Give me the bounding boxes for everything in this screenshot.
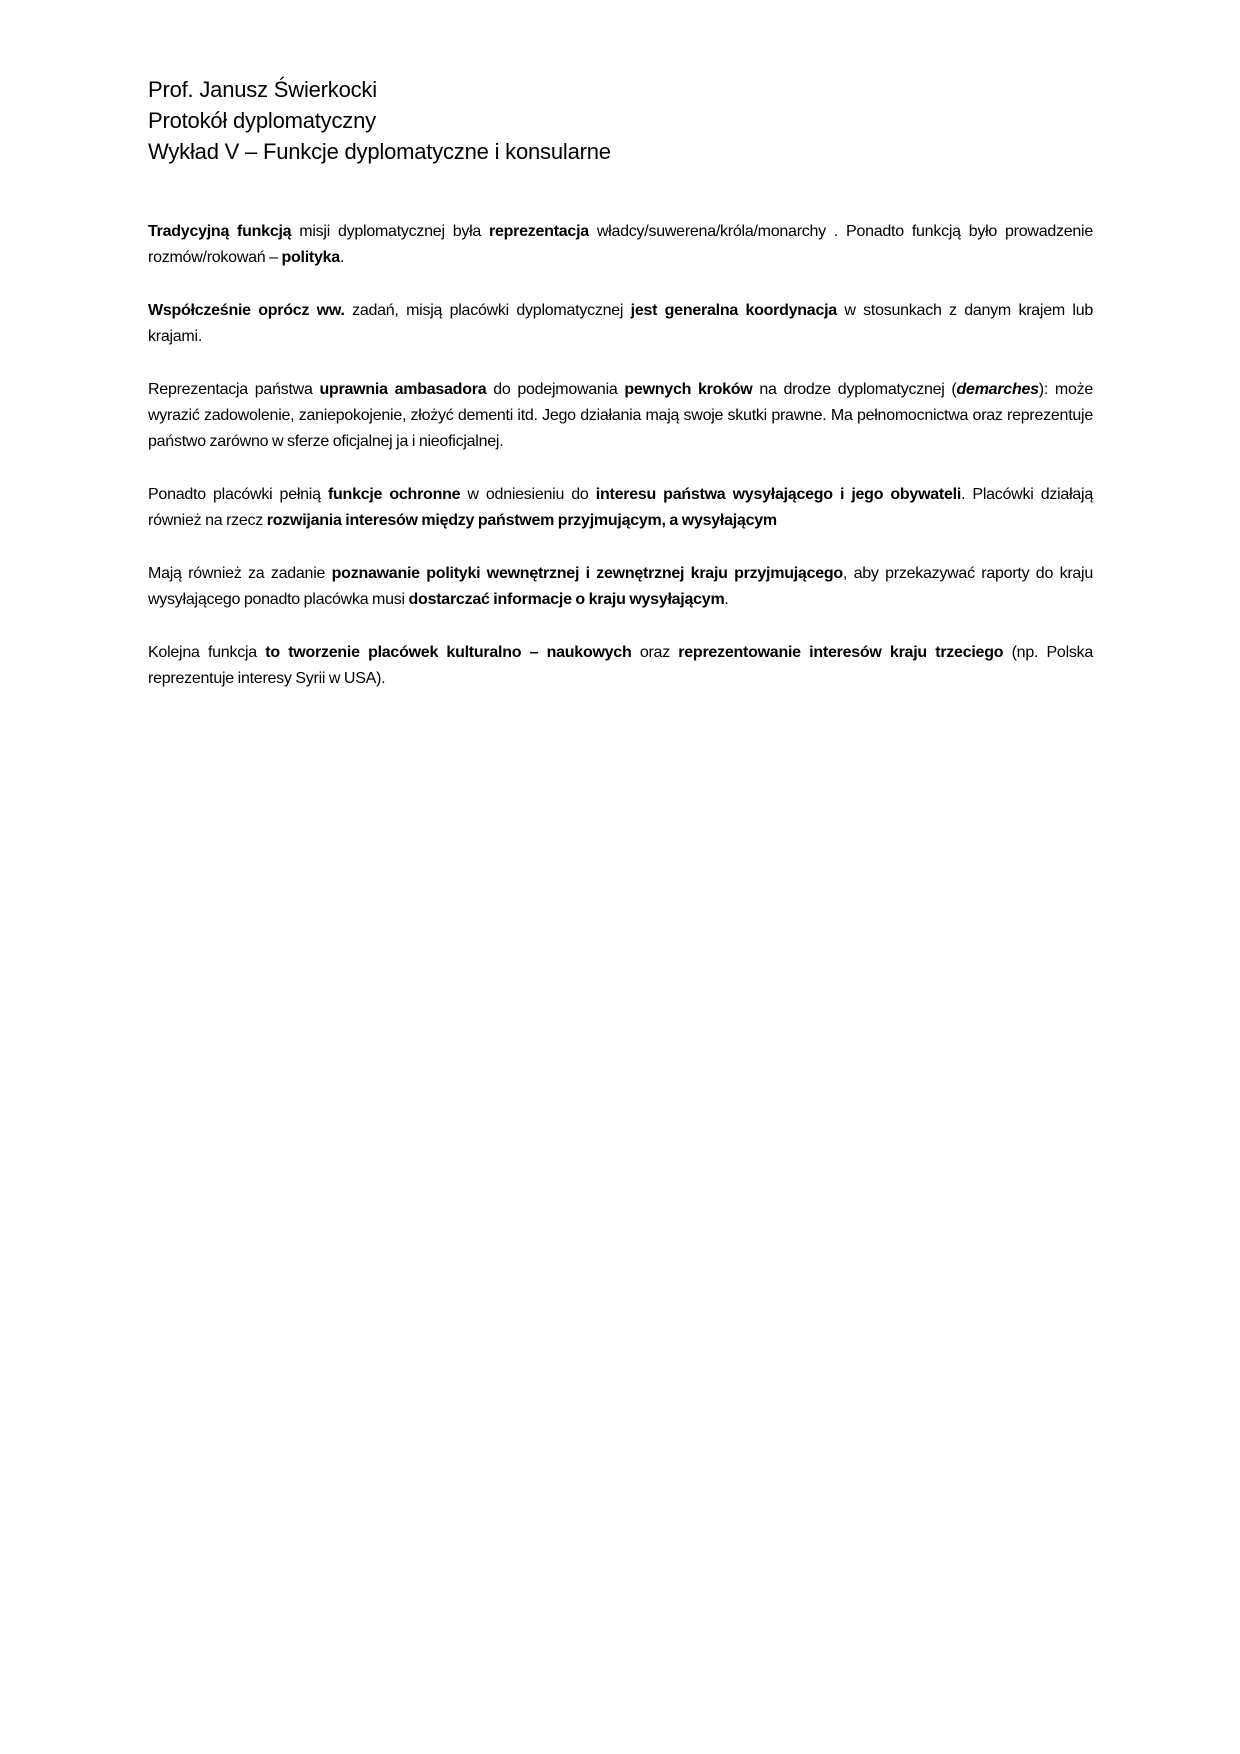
text-segment: do podejmowania [486, 381, 625, 398]
emphasized-text: interesu państwa wysyłającego i jego obywateli [595, 486, 962, 503]
text-segment: zadań, misją placówki dyplomatycznej [344, 302, 631, 319]
document-header [148, 74, 1088, 167]
text-segment: (np. Polska reprezentuje interesy Syrii w USA). [148, 644, 1094, 687]
emphasized-text: uprawnia ambasadora [319, 381, 487, 398]
paragraph [148, 561, 1093, 613]
lecture-title: Wykład V – Funkcje dyplomatyczne i konsularne [148, 139, 611, 164]
text-segment: misji dyplomatycznej była [291, 223, 489, 240]
text-segment: na drodze dyplomatycznej ( [752, 381, 957, 398]
emphasized-text: poznawanie polityki wewnętrznej i zewnętrznej kraju przyjmującego [331, 565, 843, 582]
text-segment: . [724, 591, 729, 608]
emphasized-text: dostarczać informacje o kraju wysyłającym [408, 591, 725, 608]
emphasized-text: funkcje ochronne [327, 486, 461, 503]
text-segment: w stosunkach z danym krajem lub krajami. [148, 302, 1094, 345]
text-segment: w odniesieniu do [460, 486, 596, 503]
text-segment: władcy/suwerena/króla/monarchy . Ponadto funkcją było prowadzenie rozmów/rokowań – [148, 223, 1094, 266]
text-segment: Kolejna funkcja [148, 644, 266, 661]
emphasized-text: to tworzenie placówek kulturalno – naukowych [265, 644, 632, 661]
text-segment: Mają również za zadanie [148, 565, 332, 582]
text-segment: Ponadto placówki pełnią [148, 486, 328, 503]
emphasized-text: Współcześnie oprócz ww. [148, 302, 345, 319]
emphasized-text: Tradycyjną funkcją [148, 223, 292, 240]
emphasized-text: reprezentacja [489, 223, 589, 240]
paragraph [148, 482, 1093, 534]
text-segment: . Placówki działają również na rzecz [148, 486, 1093, 529]
text-segment: , aby przekazywać raporty do kraju wysyłającego ponadto placówka musi [148, 565, 1094, 608]
paragraph [148, 219, 1093, 271]
text-segment: . [339, 249, 345, 266]
emphasized-text: demarches [956, 381, 1039, 398]
paragraph [148, 377, 1093, 455]
emphasized-text: rozwijania interesów między państwem przyjmującym, a wysyłającym [266, 512, 777, 529]
course-title: Protokół dyplomatyczny [148, 108, 376, 133]
emphasized-text: jest generalna koordynacja [630, 302, 837, 319]
emphasized-text: polityka [281, 249, 340, 266]
document-body [148, 219, 1093, 719]
text-segment: Reprezentacja państwa [148, 381, 320, 398]
text-segment: ): może wyrazić zadowolenie, zaniepokojenie, złożyć dementi itd. Jego działania mają swoje skutki prawne. Ma pełnomocnictwa oraz reprezentuje państwo zarówno w sferze oficjalnej ja i nieoficjalnej. [148, 381, 1094, 450]
paragraph [148, 640, 1093, 692]
text-segment: oraz [631, 644, 679, 661]
author-name: Prof. Janusz Świerkocki [148, 77, 377, 102]
emphasized-text: pewnych kroków [624, 381, 753, 398]
emphasized-text: reprezentowanie interesów kraju trzeciego [678, 644, 1004, 661]
paragraph [148, 298, 1093, 350]
